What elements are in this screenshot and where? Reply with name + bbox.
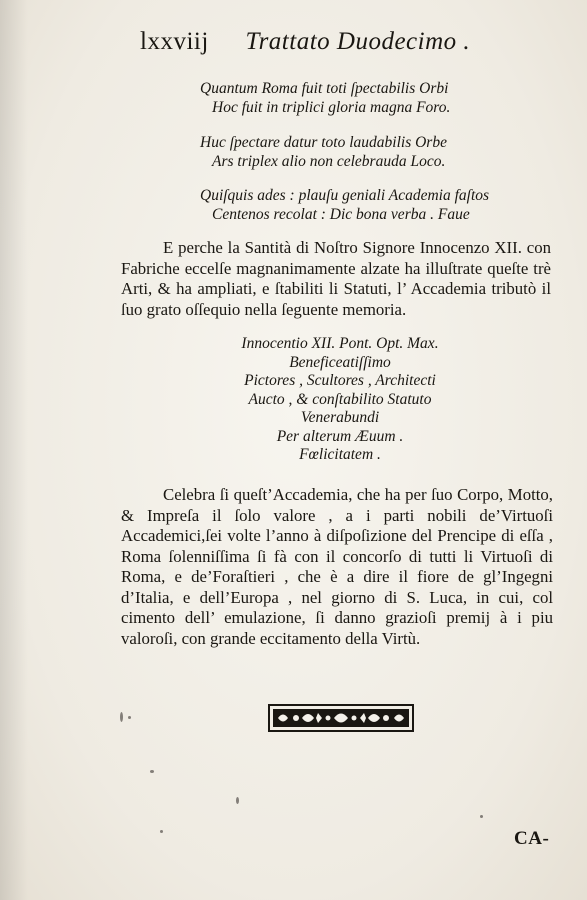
dedicatory-inscription	[190, 335, 490, 465]
inscription-line: Per alterum Æuum .	[276, 427, 404, 445]
inscription-line: Fœlicitatem .	[299, 446, 381, 463]
verse-line: Hoc fuit in triplici gloria magna Foro.	[212, 99, 451, 116]
verse-couplet-2	[200, 133, 447, 171]
page-number: lxxviij	[140, 28, 209, 55]
inscription-line: Beneficeatiſſimo	[289, 353, 391, 371]
inscription-line: Venerabundi	[300, 409, 380, 426]
verse-couplet-1	[200, 79, 450, 117]
verse-line: Ars triplex alio non celebrauda Loco.	[212, 153, 446, 170]
verse-couplet-3	[200, 186, 489, 224]
ink-speck	[120, 712, 123, 722]
running-title: Trattato Duodecimo .	[245, 28, 471, 55]
body-paragraph-2: Celebra ſi queſt’Accademia, che ha per ſuo Corpo, Motto, & Impreſa il ſolo valore , a i parti nobili de’Virtuoſi Accademici,ſei volte l’anno à diſpoſizione del Prencipe di eſſa , Roma ſolenniſſima ſi fà con il concorſo di tutti li Virtuoſi di Roma, e de’Foraſtieri , che è a dire il fiore de gl’Ingegni d’Italia, e dell’Europa , nel giorno di S. Luca, in cui, col cimento dell’ emulazione, ſi danno grazioſi premij à i piu valoroſi, con grande eccitamento della Virtù.	[121, 485, 553, 648]
ink-speck	[160, 830, 163, 833]
page-header	[140, 28, 470, 56]
verse-line: Quiſquis ades : plauſu geniali Academia faſtos	[200, 187, 490, 204]
verse-line: Huc ſpectare datur toto laudabilis Orbe	[200, 134, 447, 151]
ink-speck	[480, 815, 483, 818]
ink-speck	[150, 770, 154, 773]
inscription-line: Innocentio XII. Pont. Opt. Max.	[241, 335, 439, 352]
inscription-line: Aucto , & conſtabilito Statuto	[248, 390, 432, 408]
catchword: CA-	[514, 828, 550, 849]
printers-ornament-icon	[268, 703, 414, 733]
gutter-shadow	[0, 0, 28, 900]
body-paragraph-1: E perche la Santità di Noſtro Signore Innocenzo XII. con Fabriche eccelſe magnanimamente alzate ha illuſtrate queſte trè Arti, & ha ampliati, e ſtabiliti li Statuti, l’ Accademia tributò il ſuo grato oſſequio nella ſeguente memoria.	[121, 238, 551, 319]
inscription-line: Pictores , Scultores , Architecti	[244, 372, 436, 389]
verse-line: Quantum Roma fuit toti ſpectabilis Orbi	[200, 80, 449, 97]
ink-speck	[128, 716, 131, 719]
verse-line: Centenos recolat : Dic bona verba . Faue	[212, 206, 470, 223]
ink-speck	[236, 797, 239, 804]
